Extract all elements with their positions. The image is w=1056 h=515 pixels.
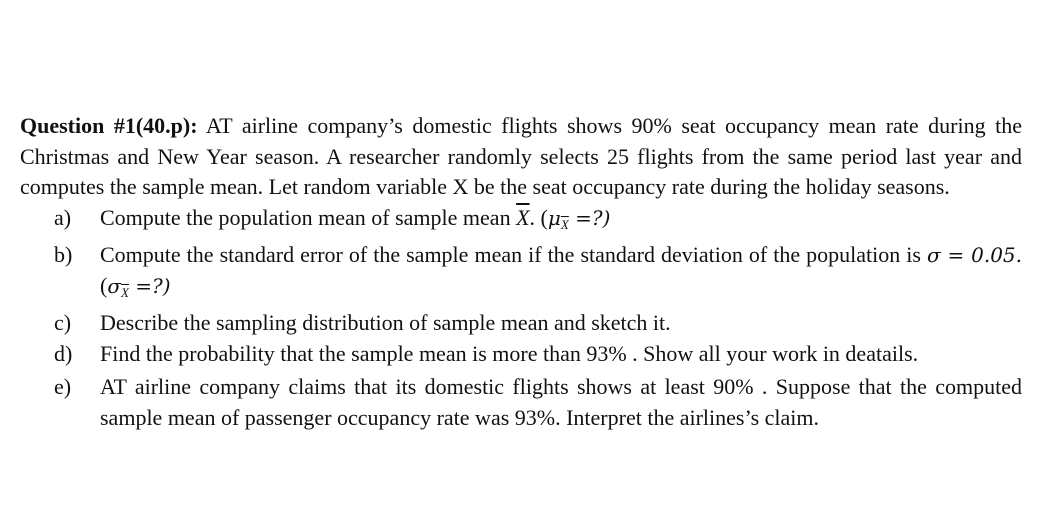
subquestion-text: Compute the population mean of sample mean bbox=[100, 204, 511, 230]
subquestion-marker: b) bbox=[54, 242, 73, 267]
subquestion-list bbox=[20, 203, 1022, 434]
sigma-symbol: σ bbox=[107, 273, 121, 298]
math-close: =?) bbox=[568, 205, 611, 230]
subquestion-b bbox=[20, 240, 1022, 308]
subquestion-text: Describe the sampling distribution of sample mean and sketch it. bbox=[100, 310, 671, 335]
subquestion-marker: d) bbox=[54, 340, 73, 366]
paren-open: ( bbox=[100, 272, 108, 298]
subquestion-text: Find the probability that the sample mean is more than 93% . Show all your work in deatails. bbox=[100, 340, 919, 366]
subquestion-text: Compute the standard error of the sample mean if the standard deviation of the population is bbox=[100, 242, 921, 267]
sigma-subscript: X bbox=[120, 284, 129, 300]
question-paragraph bbox=[20, 111, 1022, 203]
subquestion-d bbox=[20, 339, 1022, 370]
question-heading: Question #1(40.p): bbox=[20, 113, 198, 138]
mu-symbol: μ bbox=[547, 205, 561, 230]
subquestion-marker: a) bbox=[54, 204, 72, 230]
subquestion-text: AT airline company claims that its domestic flights shows at least 90% . Suppose that the computed sample mean of passenger occupancy rate was 93%. Interpret the airlines’s claim. bbox=[100, 374, 1022, 430]
subquestion-marker: e) bbox=[54, 374, 72, 399]
sample-mean-symbol: $\overline{X}$ bbox=[516, 204, 530, 230]
subquestion-c bbox=[20, 308, 1022, 339]
subquestion-marker: c) bbox=[54, 310, 72, 335]
mu-subscript: X bbox=[560, 216, 569, 232]
math-open: . ( bbox=[529, 204, 548, 230]
question-intro: AT airline company’s domestic flights shows 90% seat occupancy mean rate during the Christmas and New Year season. A researcher randomly selects 25 flights from the same period last year and computes the sample mean. Let random variable X be the seat occupancy rate during the holiday seasons. bbox=[20, 113, 1022, 199]
subquestion-a bbox=[20, 203, 1022, 241]
subquestion-e bbox=[20, 372, 1022, 433]
question-document bbox=[20, 111, 1022, 433]
paren-close: =?) bbox=[128, 273, 171, 298]
sigma-equation: σ = 0.05. bbox=[926, 243, 1023, 267]
